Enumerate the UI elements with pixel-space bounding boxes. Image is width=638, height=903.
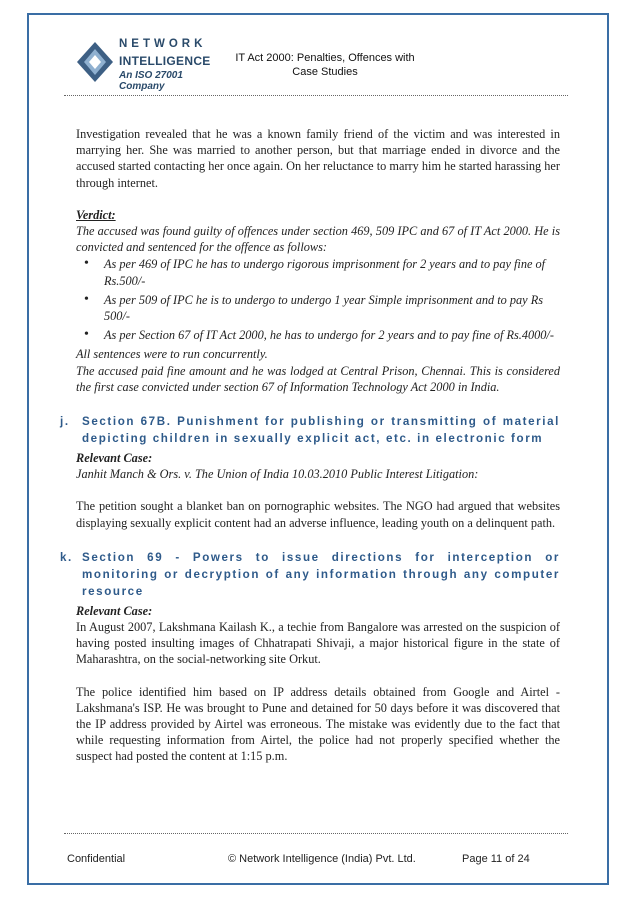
page-content (60, 126, 560, 765)
section-k-text-2: The police identified him based on IP address details obtained from Google and Airtel - Lakshmana's ISP. He was brought to Pune and detained for 50 days before it was discovered that the IP address provided by Airtel was erroneous. The mistake was evidently due to the fact that while requesting information from Airtel, the police had not properly specified whether the suspect had posted the content at 1:15 p.m. (76, 684, 560, 764)
footer-confidential: Confidential (67, 853, 126, 865)
list-item: • As per 509 of IPC he is to undergo to undergo 1 year Simple imprisonment and to pay Rs 500/- (104, 292, 560, 324)
list-item: • As per 469 of IPC he has to undergo rigorous imprisonment for 2 years and to pay fine of Rs.500/- (104, 256, 560, 288)
sentence-list (64, 256, 560, 343)
logo-text-intelligence: INTELLIGENCE (119, 54, 211, 68)
section-k-relevant-label: Relevant Case: (76, 603, 153, 618)
section-k-letter: k. (60, 550, 73, 564)
logo-text-network: NETWORK (119, 38, 207, 50)
section-j-case-name: Janhit Manch & Ors. v. The Union of India 10.03.2010 Public Interest Litigation: (76, 467, 479, 482)
section-j-relevant-label: Relevant Case: (76, 451, 153, 466)
concurrent-note: All sentences were to run concurrently. (76, 347, 268, 362)
section-k-text-1: In August 2007, Lakshmana Kailash K., a techie from Bangalore was arrested on the suspicion of having posted insulting images of Chhatrapati Shivaji, a major historical figure in the state of Maharashtra, on the social-networking site Orkut. (76, 620, 560, 667)
logo-text-iso: An ISO 27001 Company (119, 70, 183, 92)
section-k-heading (60, 549, 560, 600)
document-title (225, 51, 425, 79)
footer-page-number: Page 11 of 24 (462, 853, 530, 865)
section-j-letter: j. (60, 415, 70, 429)
title-line-2: Case Studies (292, 66, 358, 78)
verdict-label: Verdict: (76, 207, 116, 222)
list-item: • As per Section 67 of IT Act 2000, he has to undergo for 2 years and to pay fine of Rs.4000/- (104, 327, 560, 343)
fine-note: The accused paid fine amount and he was lodged at Central Prison, Chennai. This is considered the first case convicted under section 67 of Information Technology Act 2000 in India. (76, 363, 560, 394)
section-k-title: Section 69 - Powers to issue directions for interception or monitoring or decryption of any information through any computer resource (82, 550, 560, 598)
logo-diamond-icon (75, 40, 115, 84)
title-line-1: IT Act 2000: Penalties, Offences with (235, 52, 415, 64)
footer-divider (64, 833, 568, 834)
section-j-text: The petition sought a blanket ban on pornographic websites. The NGO had argued that websites displaying sexually explicit content had an adverse influence, leading youth on a delinquent path. (76, 499, 560, 530)
footer-copyright: © Network Intelligence (India) Pvt. Ltd. (228, 853, 416, 865)
header-divider (64, 95, 568, 96)
intro-paragraph: Investigation revealed that he was a known family friend of the victim and was interested in marrying her. She was married to another person, but that marriage ended in divorce and the accused started contacting her once again. On her reluctance to marry him he started harassing her through internet. (76, 127, 560, 190)
section-j-title: Section 67B. Punishment for publishing or transmitting of material depicting children in sexually explicit act, etc. in electronic form (82, 415, 560, 446)
verdict-text: The accused was found guilty of offences under section 469, 509 IPC and 67 of IT Act 2000. He is convicted and sentenced for the offence as follows: (76, 224, 560, 255)
company-logo (75, 40, 225, 98)
section-j-heading (60, 413, 560, 447)
